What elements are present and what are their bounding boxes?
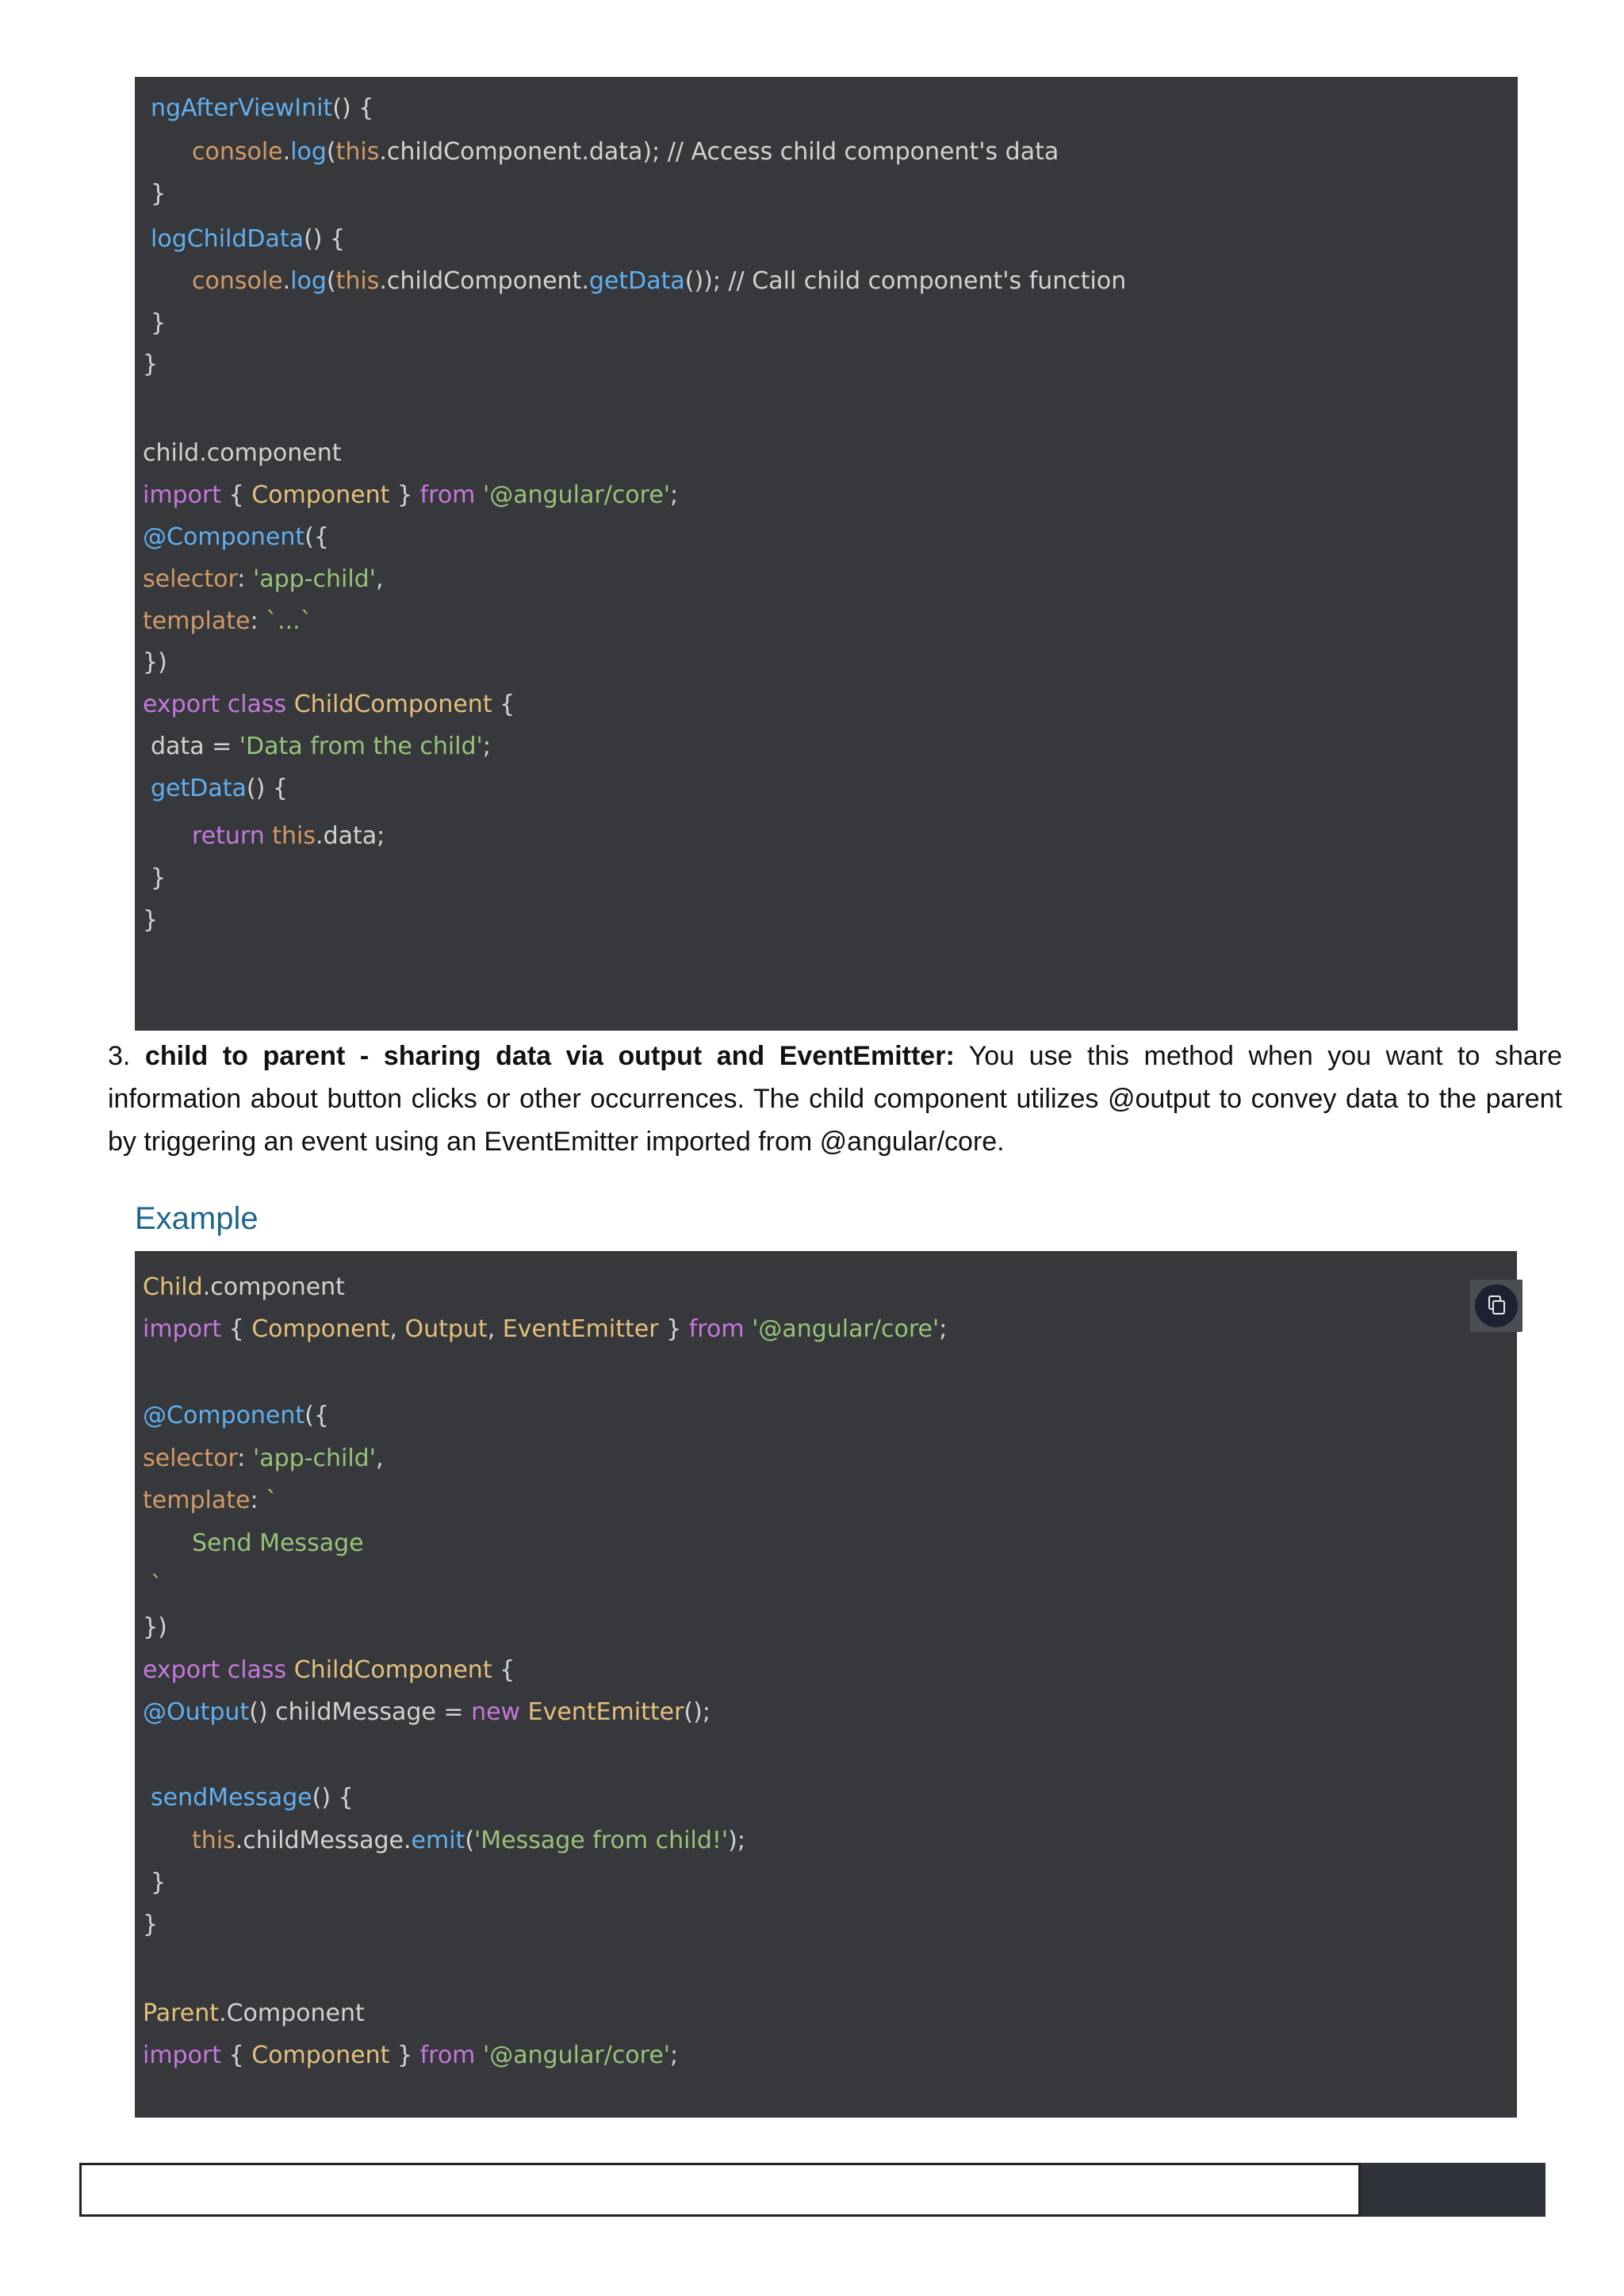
code-token: .component [202, 1273, 345, 1301]
code-token [745, 1315, 753, 1343]
code-token [475, 481, 483, 509]
code-token: ( [326, 267, 336, 295]
code-token: .childMessage. [235, 1827, 412, 1854]
code-token: Output [404, 1315, 488, 1343]
code-token: { [221, 2042, 252, 2069]
code-token: ChildComponent [293, 691, 492, 718]
code-line [151, 178, 166, 210]
code-token: { [221, 481, 252, 509]
code-token: Component [251, 1315, 390, 1343]
code-token: ); [728, 1827, 745, 1854]
code-token: , [375, 1445, 384, 1472]
code-token: : [237, 1445, 253, 1472]
code-token: () { [332, 94, 374, 122]
code-token: ; [482, 733, 491, 760]
code-token: import [143, 1315, 222, 1343]
code-token: } [151, 180, 167, 208]
code-token: Send Message [192, 1529, 364, 1557]
code-token: @Output [143, 1698, 250, 1726]
code-line [143, 480, 678, 511]
code-line [151, 731, 491, 763]
code-token: } [389, 2042, 420, 2069]
code-line [143, 1485, 278, 1517]
code-token: : [250, 1487, 266, 1514]
code-token: , [389, 1315, 405, 1343]
paragraph-bold: child to parent - sharing data via output and EventEmitter: [144, 1041, 955, 1071]
code-token: log [290, 267, 327, 295]
code-token: { [492, 1656, 515, 1684]
code-line [143, 647, 167, 679]
code-line [143, 349, 158, 381]
code-token: 'app-child' [252, 1445, 376, 1472]
code-token: Child [143, 1273, 203, 1301]
code-token: return [192, 822, 265, 850]
code-token: '@angular/core' [482, 481, 671, 509]
code-line [143, 1998, 365, 2030]
code-line [151, 308, 166, 339]
code-token: import [143, 2042, 222, 2069]
code-line [143, 1612, 167, 1644]
code-line [143, 1909, 158, 1941]
code-line [143, 2040, 678, 2072]
code-token: } [143, 1911, 159, 1938]
code-token: }) [143, 649, 167, 676]
code-token: emit [411, 1827, 465, 1854]
code-line [151, 93, 373, 124]
code-token: `...` [266, 607, 312, 635]
code-line [192, 821, 385, 852]
code-line [143, 438, 341, 469]
code-token: sendMessage [151, 1784, 312, 1812]
paragraph-number: 3. [108, 1041, 131, 1071]
code-token: ( [465, 1827, 475, 1854]
code-token: } [143, 350, 159, 378]
code-token: ; [670, 481, 679, 509]
code-token: logChildData [151, 225, 304, 253]
code-token: ; [939, 1315, 948, 1343]
code-line [151, 1570, 163, 1601]
code-token [286, 1656, 294, 1684]
code-token: getData [151, 775, 247, 802]
code-token: } [151, 1869, 167, 1896]
code-line [151, 1782, 354, 1814]
code-line [192, 1825, 745, 1857]
code-token [286, 691, 294, 718]
code-line [143, 522, 329, 553]
code-token: Component [251, 2042, 390, 2069]
code-token: getData [588, 267, 685, 295]
code-token: .childComponent. [379, 267, 589, 295]
code-token: template [143, 1487, 251, 1514]
code-token: .Component [219, 1999, 365, 2027]
code-line [143, 564, 384, 595]
code-token: EventEmitter [527, 1698, 684, 1726]
code-token: } [389, 481, 420, 509]
example-heading: Example [135, 1201, 259, 1236]
code-line [143, 689, 515, 721]
code-token: . [282, 138, 291, 166]
copy-button[interactable] [1470, 1280, 1522, 1332]
footer-box [79, 2163, 1361, 2217]
code-line [143, 1272, 345, 1303]
code-line [143, 1400, 329, 1432]
code-token: selector [143, 1445, 238, 1472]
code-token: data = [151, 733, 239, 760]
code-block-1 [135, 77, 1518, 1031]
code-token: 'Message from child!' [474, 1827, 729, 1854]
code-line [143, 606, 312, 637]
code-token: . [282, 267, 291, 295]
code-token: this [272, 822, 316, 850]
code-token: selector [143, 565, 238, 593]
code-token: template [143, 607, 251, 635]
code-token: ({ [304, 523, 329, 551]
code-line [192, 136, 1059, 168]
code-token: , [375, 565, 384, 593]
code-token: ( [326, 138, 336, 166]
code-token: this [192, 1827, 236, 1854]
footer-page-tab [1361, 2163, 1545, 2217]
paragraph [108, 1035, 1562, 1163]
code-token: .childComponent.data); // Access child component's data [379, 138, 1059, 166]
code-token: this [335, 138, 380, 166]
code-token: import [143, 481, 222, 509]
code-block-2 [135, 1251, 1517, 2118]
code-token: child.component [143, 439, 342, 467]
code-token: new [471, 1698, 521, 1726]
code-token: }) [143, 1613, 167, 1641]
code-token: (); [684, 1698, 710, 1726]
code-token: Parent [143, 1999, 220, 2027]
code-token: log [290, 138, 327, 166]
code-token: { [492, 691, 515, 718]
code-token: , [487, 1315, 503, 1343]
code-line [151, 1867, 166, 1899]
code-token: () { [312, 1784, 354, 1812]
code-line [151, 224, 345, 255]
code-token [265, 822, 273, 850]
code-token: : [237, 565, 253, 593]
code-token [520, 1698, 528, 1726]
code-token: from [688, 1315, 745, 1343]
code-token: @Component [143, 1402, 305, 1429]
code-token: ({ [304, 1402, 329, 1429]
code-token: console [192, 267, 283, 295]
code-token: from [419, 2042, 476, 2069]
code-token: 'Data from the child' [239, 733, 483, 760]
code-token: { [221, 1315, 252, 1343]
code-line [151, 773, 288, 805]
code-token: ` [266, 1487, 278, 1514]
code-token: '@angular/core' [482, 2042, 671, 2069]
code-token: Component [251, 481, 390, 509]
code-line [151, 863, 166, 894]
code-token: from [419, 481, 476, 509]
code-line [143, 1697, 710, 1728]
copy-icon [1475, 1284, 1518, 1327]
paragraph-text: You use this method when you want to share information about button clicks or other occurrences. The child component utilizes @output to convey data to the parent by triggering an event using an EventEmitter imported from @angular/core. [108, 1041, 1562, 1157]
code-token: ChildComponent [293, 1656, 492, 1684]
code-token: () { [246, 775, 288, 802]
code-token: @Component [143, 523, 305, 551]
code-line [143, 1443, 384, 1475]
code-line [192, 1528, 364, 1559]
code-token: 'app-child' [252, 565, 376, 593]
code-token: ()); // Call child component's function [684, 267, 1127, 295]
code-token: EventEmitter [502, 1315, 659, 1343]
code-token [475, 2042, 483, 2069]
code-token: ; [670, 2042, 679, 2069]
code-line [143, 1655, 515, 1686]
code-token: '@angular/core' [752, 1315, 940, 1343]
code-token: .data; [316, 822, 385, 850]
code-token: } [151, 309, 167, 337]
code-token: () childMessage = [249, 1698, 472, 1726]
code-token: console [192, 138, 283, 166]
code-token: } [151, 864, 167, 892]
code-line [192, 266, 1126, 297]
code-token: this [335, 267, 380, 295]
code-token: : [250, 607, 266, 635]
code-token: export class [143, 1656, 287, 1684]
code-token: ngAfterViewInit [151, 94, 333, 122]
code-token: export class [143, 691, 287, 718]
code-token: () { [304, 225, 346, 253]
code-token: ` [151, 1571, 163, 1599]
code-token: } [143, 906, 159, 934]
code-line [143, 905, 158, 936]
code-line [143, 1314, 947, 1345]
code-token: } [658, 1315, 689, 1343]
